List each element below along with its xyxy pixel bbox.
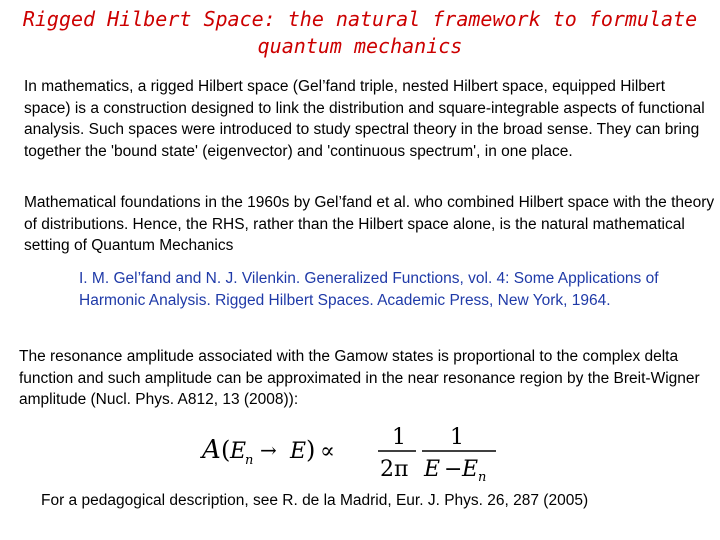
formula-e-n-subscript: n (245, 453, 254, 468)
formula-frac2-den-en: E (462, 457, 479, 482)
formula-open-paren: ( (221, 436, 231, 464)
slide-title-line1: Rigged Hilbert Space: the natural framework to formulate (22, 7, 698, 31)
formula-e-n: E (230, 439, 247, 464)
formula-e: E (290, 439, 307, 464)
formula-frac2-numerator: 1 (450, 425, 464, 450)
formula-close-paren: ) (306, 436, 316, 464)
formula-frac2-den-subscript: n (478, 470, 487, 482)
formula-frac2-den-e: E (424, 457, 441, 482)
formula-frac1-numerator: 1 (392, 425, 406, 450)
formula-proportional: ∝ (320, 439, 335, 464)
footer-reference: For a pedagogical description, see R. de la Madrid, Eur. J. Phys. 26, 287 (2005) (41, 492, 589, 509)
slide-title-line2: quantum mechanics (257, 34, 463, 58)
reference-citation: I. M. Gel’fand and N. J. Vilenkin. Generalized Functions, vol. 4: Some Applications of Harmonic Analysis. Rigged Hilbert Spaces. Academic Press, New York, 1964. (79, 270, 659, 309)
paragraph-resonance: The resonance amplitude associated with the Gamow states is proportional to the complex delta function and such amplitude can be approximated in the near resonance region by the Breit-Wigner amplitude (Nucl. Phys. A812, 13 (2008)): (19, 348, 700, 408)
breit-wigner-formula (200, 420, 500, 482)
paragraph-foundations: Mathematical foundations in the 1960s by Gel’fand et al. who combined Hilbert space with the theory of distributions. Hence, the RHS, rather than the Hilbert space alone, is the natural mathematical setting of Quantum Mechanics (24, 194, 715, 254)
formula-frac2-den-minus: − (444, 457, 463, 482)
paragraph-definition: In mathematics, a rigged Hilbert space (Gel’fand triple, nested Hilbert space, equipped Hilbert space) is a construction designed to link the distribution and square-integrable aspects of functional analysis. Such spaces were introduced to study spectral theory in the broad sense. They can bring together the 'bound state' (eigenvector) and 'continuous spectrum', in one place. (24, 78, 705, 160)
formula-frac1-denominator: 2π (380, 457, 409, 482)
slide-title (0, 6, 720, 60)
formula-arrow: → (260, 438, 277, 462)
formula-a-symbol: A (202, 435, 221, 465)
